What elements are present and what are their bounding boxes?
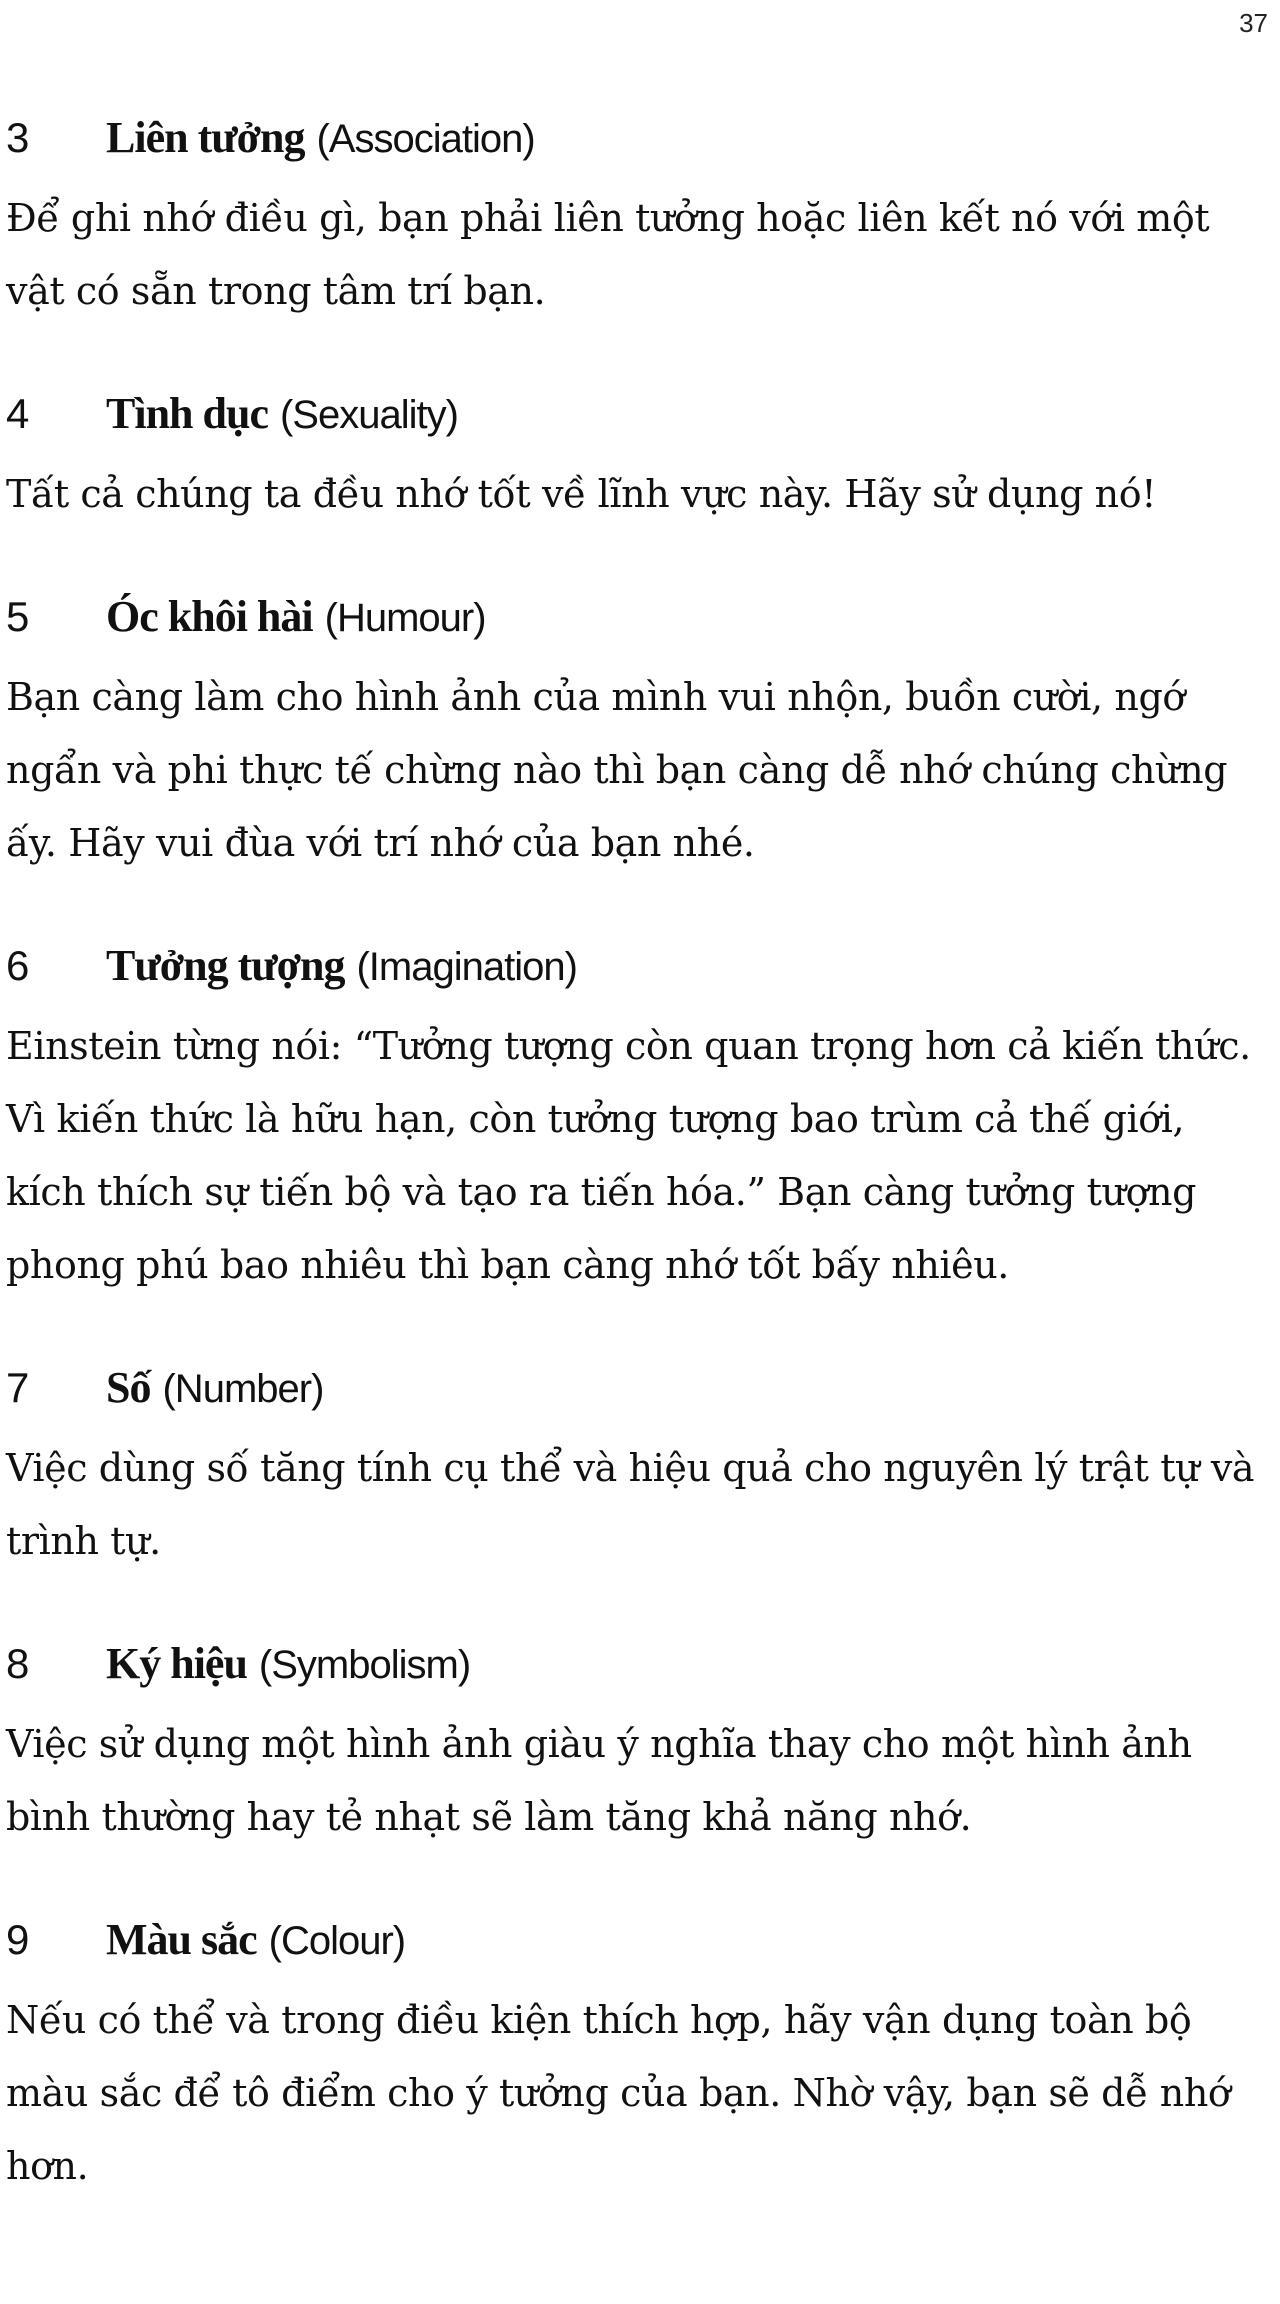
section-text: Bạn càng làm cho hình ảnh của mình vui nhộn, buồn cười, ngớ ngẩn và phi thực tế chừng nào thì bạn càng dễ nhớ chúng chừng ấy. Hãy vui đùa với trí nhớ của bạn nhé.: [6, 675, 1228, 865]
section-title: Ký hiệu: [106, 1639, 247, 1688]
section-english-term: (Colour): [268, 1919, 406, 1963]
section-text: Tất cả chúng ta đều nhớ tốt về lĩnh vực này. Hãy sử dụng nó!: [6, 472, 1157, 516]
section-imagination: [0, 936, 1260, 1302]
section-title: Tình dục: [106, 389, 268, 438]
section-title: Liên tưởng: [106, 113, 305, 162]
section-heading: [0, 1910, 1260, 1970]
section-association: [0, 108, 1260, 328]
section-text: Việc dùng số tăng tính cụ thể và hiệu quả cho nguyên lý trật tự và trình tự.: [6, 1446, 1255, 1563]
section-heading: [0, 1358, 1260, 1418]
section-heading: [0, 936, 1260, 996]
section-sexuality: [0, 384, 1260, 531]
section-number: 6: [6, 942, 29, 989]
section-number: 9: [6, 1916, 29, 1963]
section-title: Màu sắc: [106, 1915, 257, 1964]
section-english-term: (Sexuality): [279, 393, 458, 437]
section-title: Óc khôi hài: [106, 592, 313, 641]
section-number: 3: [6, 114, 29, 161]
section-text: Để ghi nhớ điều gì, bạn phải liên tưởng hoặc liên kết nó với một vật có sẵn trong tâm trí bạn.: [6, 196, 1210, 313]
section-text: Einstein từng nói: “Tưởng tượng còn quan trọng hơn cả kiến thức. Vì kiến thức là hữu hạn, còn tưởng tượng bao trùm cả thế giới, kích thích sự tiến bộ và tạo ra tiến hóa.” Bạn càng tưởng tượng phong phú bao nhiêu thì bạn càng nhớ tốt bấy nhiêu.: [6, 1024, 1251, 1287]
page-number: 37: [1239, 8, 1268, 38]
section-heading: [0, 1634, 1260, 1694]
section-colour: [0, 1910, 1260, 2203]
section-text: Nếu có thể và trong điều kiện thích hợp, hãy vận dụng toàn bộ màu sắc để tô điểm cho ý tưởng của bạn. Nhờ vậy, bạn sẽ dễ nhớ hơn.: [6, 1998, 1231, 2188]
section-english-term: (Number): [162, 1367, 324, 1411]
section-number: 8: [6, 1640, 29, 1687]
page-content: [0, 108, 1260, 2259]
section-number: 5: [6, 593, 29, 640]
section-english-term: (Association): [316, 117, 535, 161]
section-english-term: (Humour): [324, 596, 486, 640]
section-text: Việc sử dụng một hình ảnh giàu ý nghĩa thay cho một hình ảnh bình thường hay tẻ nhạt sẽ làm tăng khả năng nhớ.: [6, 1722, 1192, 1839]
section-heading: [0, 108, 1260, 168]
section-number: 7: [6, 1364, 29, 1411]
section-humour: [0, 587, 1260, 880]
section-title: Số: [106, 1363, 151, 1412]
section-heading: [0, 587, 1260, 647]
section-title: Tưởng tượng: [106, 941, 345, 990]
section-heading: [0, 384, 1260, 444]
section-number-topic: [0, 1358, 1260, 1578]
section-number: 4: [6, 390, 29, 437]
section-symbolism: [0, 1634, 1260, 1854]
section-english-term: (Imagination): [356, 945, 577, 989]
section-english-term: (Symbolism): [258, 1643, 471, 1687]
